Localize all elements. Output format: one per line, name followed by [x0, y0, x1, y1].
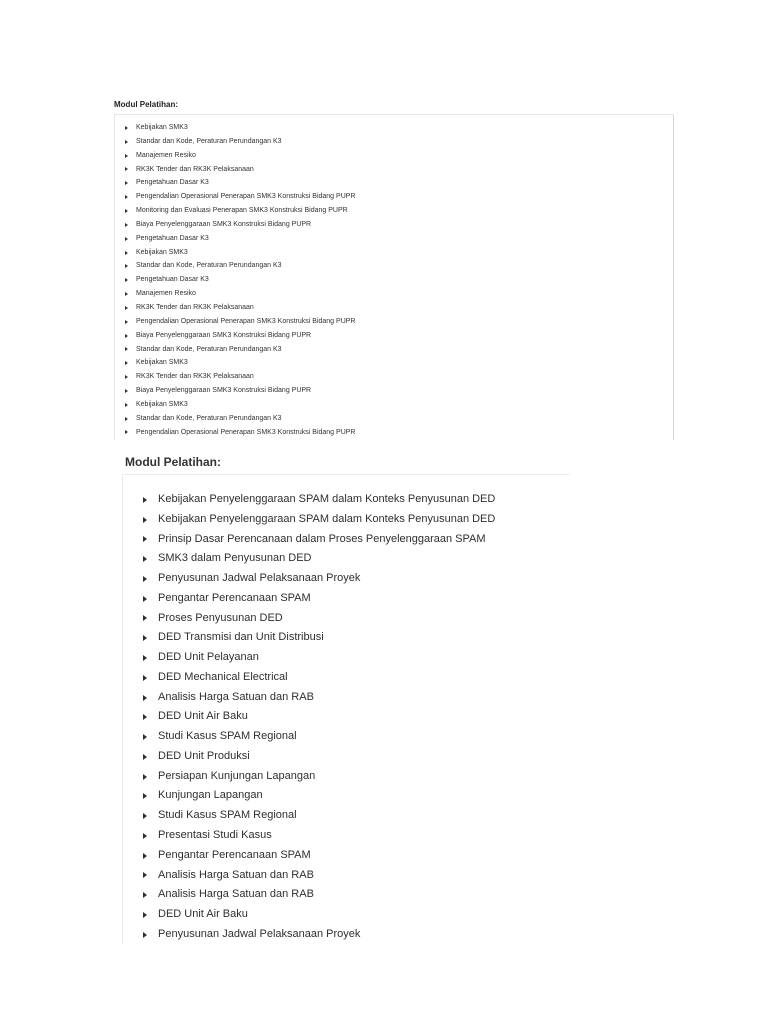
module-item-label: Studi Kasus SPAM Regional	[158, 730, 297, 743]
module-item	[125, 315, 355, 329]
module-title: Modul Pelatihan:	[125, 455, 221, 469]
module-item	[143, 925, 495, 944]
module-item	[125, 218, 355, 232]
module-item	[125, 356, 355, 370]
module-item-label: Persiapan Kunjungan Lapangan	[158, 769, 316, 782]
module-item	[125, 426, 355, 440]
caret-right-icon	[143, 497, 147, 503]
module-item	[125, 246, 355, 260]
caret-right-icon	[143, 813, 147, 819]
module-item-label: Pengendalian Operasional Penerapan SMK3 Konstruksi Bidang PUPR	[136, 317, 356, 325]
module-item-label: Kebijakan Penyelenggaraan SPAM dalam Konteks Penyusunan DED	[158, 493, 496, 505]
module-item	[143, 609, 495, 629]
module-item-label: Kebijakan SMK3	[136, 124, 188, 131]
caret-right-icon	[125, 167, 128, 171]
module-item	[125, 121, 355, 135]
module-item-label: DED Unit Pelayanan	[158, 651, 259, 664]
module-item-label: Standar dan Kode, Peraturan Perundangan K3	[136, 414, 282, 422]
caret-right-icon	[143, 556, 147, 562]
caret-right-icon	[125, 334, 128, 338]
module-item-label: Biaya Penyelenggaraan SMK3 Konstruksi Bidang PUPR	[136, 387, 312, 395]
caret-right-icon	[125, 251, 128, 255]
module-item-label: Penyusunan Jadwal Pelaksanaan Proyek	[158, 927, 361, 940]
module-item	[143, 549, 495, 569]
module-item-label: Pengetahuan Dasar K3	[136, 234, 209, 242]
caret-right-icon	[125, 181, 128, 185]
training-module-panel-spam	[118, 452, 588, 944]
module-item	[125, 329, 355, 343]
module-item	[125, 370, 355, 384]
module-item	[143, 905, 495, 925]
caret-right-icon	[143, 655, 147, 661]
module-item-label: DED Transmisi dan Unit Distribusi	[158, 631, 324, 644]
module-item	[143, 648, 495, 668]
divider	[122, 474, 570, 475]
module-item	[143, 490, 495, 510]
caret-right-icon	[125, 306, 128, 310]
module-item	[143, 628, 495, 648]
caret-right-icon	[143, 932, 147, 938]
module-item-label: Biaya Penyelenggaraan SMK3 Konstruksi Bidang PUPR	[136, 331, 312, 339]
module-item-label: Biaya Penyelenggaraan SMK3 Konstruksi Bidang PUPR	[136, 220, 312, 228]
caret-right-icon	[143, 517, 147, 523]
module-item	[143, 707, 495, 727]
module-item-label: DED Mechanical Electrical	[158, 670, 288, 683]
caret-right-icon	[125, 264, 128, 268]
module-item	[125, 301, 355, 315]
caret-right-icon	[143, 774, 147, 780]
caret-right-icon	[143, 853, 147, 859]
module-item	[125, 398, 355, 412]
module-item	[125, 163, 355, 177]
caret-right-icon	[143, 576, 147, 582]
module-item	[143, 688, 495, 708]
module-item	[143, 747, 495, 767]
caret-right-icon	[125, 195, 128, 199]
caret-right-icon	[125, 417, 128, 421]
module-item-label: Pengendalian Operasional Penerapan SMK3 Konstruksi Bidang PUPR	[136, 428, 356, 436]
module-item-label: RK3K Tender dan RK3K Pelaksanaan	[136, 303, 254, 311]
caret-right-icon	[125, 126, 128, 130]
module-card	[122, 474, 570, 944]
module-item-label: Studi Kasus SPAM Regional	[158, 809, 297, 822]
caret-right-icon	[125, 375, 128, 379]
caret-right-icon	[125, 361, 128, 365]
module-item-label: Proses Penyusunan DED	[158, 611, 283, 624]
module-item	[143, 569, 495, 589]
module-title: Modul Pelatihan:	[114, 100, 178, 109]
caret-right-icon	[143, 872, 147, 878]
module-item	[143, 885, 495, 905]
module-item-label: Analisis Harga Satuan dan RAB	[158, 868, 314, 881]
caret-right-icon	[125, 237, 128, 241]
caret-right-icon	[143, 793, 147, 799]
module-item-label: Pengetahuan Dasar K3	[136, 276, 209, 284]
module-item-label: RK3K Tender dan RK3K Pelaksanaan	[136, 373, 254, 381]
module-item	[143, 846, 495, 866]
module-item-label: Kunjungan Lapangan	[158, 789, 263, 802]
module-item	[143, 826, 495, 846]
module-item-label: Kebijakan SMK3	[136, 248, 188, 256]
module-item-label: Standar dan Kode, Peraturan Perundangan K3	[136, 137, 282, 145]
caret-right-icon	[143, 695, 147, 701]
module-item	[125, 287, 355, 301]
caret-right-icon	[143, 754, 147, 760]
caret-right-icon	[125, 430, 128, 434]
module-item-label: DED Unit Air Baku	[158, 908, 248, 921]
caret-right-icon	[125, 347, 128, 351]
module-item-label: Manajemen Resiko	[136, 290, 196, 298]
module-list	[125, 121, 355, 439]
module-item	[125, 273, 355, 287]
caret-right-icon	[125, 140, 128, 144]
module-item-label: Penyusunan Jadwal Pelaksanaan Proyek	[158, 572, 361, 585]
caret-right-icon	[143, 635, 147, 641]
module-item	[125, 135, 355, 149]
module-item-label: Kebijakan SMK3	[136, 359, 188, 367]
caret-right-icon	[125, 292, 128, 296]
caret-right-icon	[125, 389, 128, 393]
caret-right-icon	[125, 223, 128, 227]
caret-right-icon	[143, 615, 147, 621]
caret-right-icon	[143, 675, 147, 681]
caret-right-icon	[125, 320, 128, 324]
module-item-label: Standar dan Kode, Peraturan Perundangan K3	[136, 345, 282, 353]
caret-right-icon	[125, 209, 128, 213]
module-item-label: Kebijakan Penyelenggaraan SPAM dalam Konteks Penyusunan DED	[158, 512, 496, 525]
module-item-label: DED Unit Air Baku	[158, 710, 248, 723]
module-item-label: Prinsip Dasar Perencanaan dalam Proses Penyelenggaraan SPAM	[158, 532, 486, 545]
module-item	[125, 204, 355, 218]
module-item	[125, 412, 355, 426]
caret-right-icon	[143, 596, 147, 602]
module-item-label: RK3K Tender dan RK3K Pelaksanaan	[136, 165, 254, 173]
module-item-label: Pengendalian Operasional Penerapan SMK3 Konstruksi Bidang PUPR	[136, 193, 356, 201]
module-item	[125, 343, 355, 357]
module-item	[125, 190, 355, 204]
caret-right-icon	[143, 714, 147, 720]
module-item	[143, 510, 495, 530]
module-item	[125, 259, 355, 273]
caret-right-icon	[125, 154, 128, 158]
module-item	[125, 176, 355, 190]
caret-right-icon	[143, 912, 147, 918]
module-item-label: Standar dan Kode, Peraturan Perundangan K3	[136, 262, 282, 270]
caret-right-icon	[125, 278, 128, 282]
module-item	[125, 384, 355, 398]
module-item-label: Monitoring dan Evaluasi Penerapan SMK3 Konstruksi Bidang PUPR	[136, 207, 348, 215]
caret-right-icon	[143, 536, 147, 542]
module-list	[143, 490, 495, 944]
module-item-label: Presentasi Studi Kasus	[158, 829, 272, 842]
module-item	[143, 806, 495, 826]
module-item-label: Pengantar Perencanaan SPAM	[158, 591, 311, 604]
module-item	[143, 727, 495, 747]
module-item	[143, 589, 495, 609]
module-item	[143, 786, 495, 806]
module-item-label: Manajemen Resiko	[136, 151, 196, 159]
caret-right-icon	[143, 892, 147, 898]
caret-right-icon	[143, 833, 147, 839]
module-item-label: SMK3 dalam Penyusunan DED	[158, 552, 312, 565]
module-item-label: Analisis Harga Satuan dan RAB	[158, 888, 314, 901]
module-item-label: DED Unit Produksi	[158, 749, 250, 762]
caret-right-icon	[143, 734, 147, 740]
module-card	[114, 114, 674, 440]
module-item	[125, 232, 355, 246]
module-item	[143, 668, 495, 688]
module-item-label: Kebijakan SMK3	[136, 400, 188, 408]
module-item-label: Analisis Harga Satuan dan RAB	[158, 690, 314, 703]
module-item	[125, 149, 355, 163]
module-item-label: Pengetahuan Dasar K3	[136, 179, 209, 187]
module-item	[143, 866, 495, 886]
module-item	[143, 767, 495, 787]
module-item	[143, 530, 495, 550]
training-module-panel-k3	[108, 96, 678, 440]
caret-right-icon	[125, 403, 128, 407]
module-item-label: Pengantar Perencanaan SPAM	[158, 848, 311, 861]
